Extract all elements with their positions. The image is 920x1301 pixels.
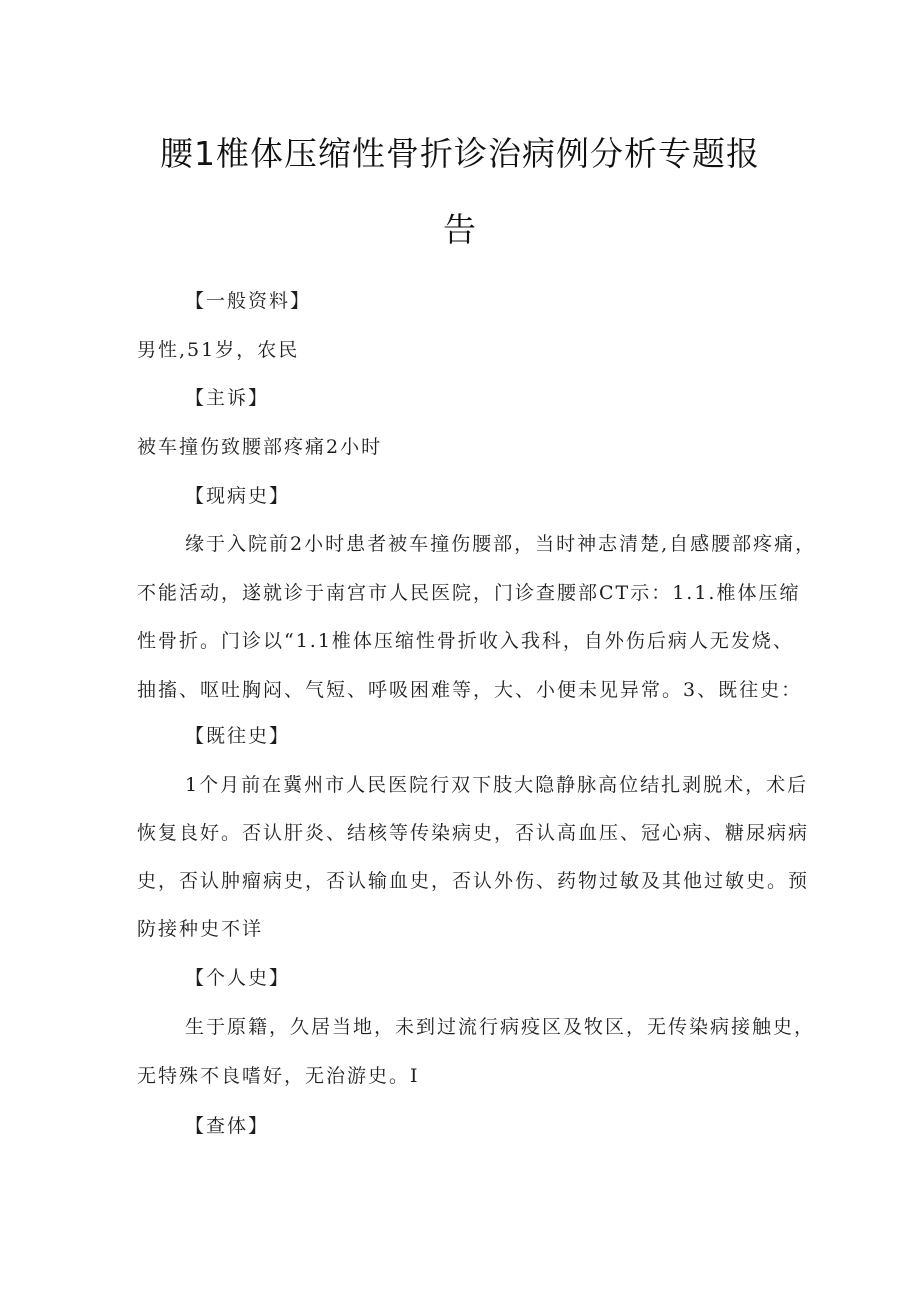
present-illness-line: 不能活动，遂就诊于南宫市人民医院，门诊查腰部CT示：1.1.椎体压缩 [137, 582, 801, 604]
present-illness-line: 性骨折。门诊以“1.1椎体压缩性骨折收入我科，自外伤后病人无发烧、 [137, 630, 794, 652]
personal-history-line: 无特殊不良嗜好，无治游史。I [137, 1065, 420, 1087]
general-info-text: 男性,51岁，农民 [137, 339, 300, 361]
past-history-line: 恢复良好。否认肝炎、结核等传染病史，否认高血压、冠心病、糖尿病病 [137, 822, 810, 844]
past-history-line: 史，否认肿瘤病史，否认输血史，否认外伤、药物过敏及其他过敏史。预 [137, 870, 810, 892]
section-heading-past-history: 【既往史】 [185, 725, 291, 747]
section-heading-personal-history: 【个人史】 [185, 967, 291, 989]
section-heading-complaint: 【主诉】 [185, 387, 270, 409]
section-heading-exam: 【查体】 [185, 1115, 270, 1137]
present-illness-line: 缘于入院前2小时患者被车撞伤腰部，当时神志清楚,自感腰部疼痛， [185, 533, 817, 555]
complaint-text: 被车撞伤致腰部疼痛2小时 [137, 436, 383, 458]
past-history-line: 防接种史不详 [137, 918, 264, 940]
document-title-line-1: 腰1椎体压缩性骨折诊治病例分析专题报 [160, 134, 760, 173]
personal-history-line: 生于原籍，久居当地，未到过流行病疫区及牧区，无传染病接触史， [185, 1016, 816, 1038]
present-illness-line: 抽搐、呕吐胸闷、气短、呼吸困难等，大、小便未见异常。3、既往史： [137, 679, 803, 701]
past-history-line: 1个月前在冀州市人民医院行双下肢大隐静脉高位结扎剥脱术，术后 [185, 774, 809, 796]
section-heading-general: 【一般资料】 [185, 290, 312, 312]
document-title-line-2: 告 [443, 210, 477, 249]
section-heading-present-illness: 【现病史】 [185, 485, 291, 507]
